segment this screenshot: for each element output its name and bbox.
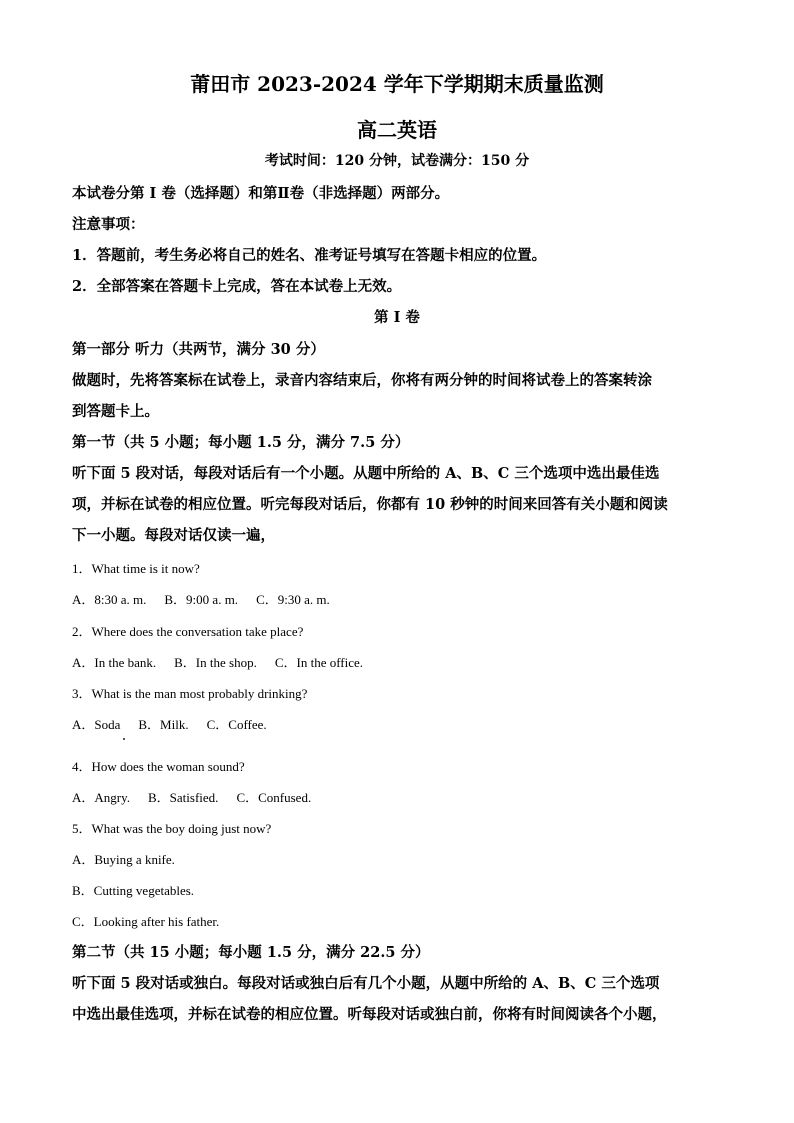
option-a: A．In the bank. [72,655,157,670]
part-1-heading: 第一部分 听力（共两节，满分 30 分） [72,341,325,358]
question-3-options [72,714,285,733]
notes-heading: 注意事项： [72,216,145,233]
option-b: B．In the shop. [174,655,257,670]
question-1-stem: 1．What time is it now? [72,561,200,576]
exam-subject: 高二英语 [357,118,437,142]
option-c: C．Confused. [236,790,312,805]
composition-note: 本试卷分第 I 卷（选择题）和第Ⅱ卷（非选择题）两部分。 [72,185,450,202]
exam-info: 考试时间：120 分钟，试卷满分：150 分 [264,153,530,169]
section-1-instruction-line: 听下面 5 段对话，每段对话后有一个小题。从题中所给的 A、B、C 三个选项中选出最佳选 [72,465,660,482]
note-1: 1．答题前，考生务必将自己的姓名、准考证号填写在答题卡相应的位置。 [72,247,547,264]
part-1-instruction-line: 做题时，先将答案标在试卷上，录音内容结束后，你将有两分钟的时间将试卷上的答案转涂 [72,372,652,389]
volume-1-label: 第 I 卷 [374,309,420,326]
option-b: B．9:00 a. m. [164,592,239,607]
section-1-instruction-line: 项，并标在试卷的相应位置。听完每段对话后，你都有 10 秒钟的时间来回答有关小题和阅读 [72,496,668,513]
question-1-options [72,589,348,608]
option-a: A．Soda [72,717,121,732]
section-2-heading: 第二节（共 15 小题；每小题 1.5 分，满分 22.5 分） [72,944,430,961]
option-c: C．In the office. [274,655,364,670]
question-5-stem: 5．What was the boy doing just now? [72,821,272,836]
question-2-stem: 2．Where does the conversation take place? [72,624,304,639]
question-5-option-b: B．Cutting vegetables. [72,883,195,898]
option-a: A．Angry. [72,790,131,805]
option-c: C．Coffee. [206,717,267,732]
question-5-option-c: C．Looking after his father. [72,914,220,929]
option-b: B．Satisfied. [148,790,219,805]
option-a: A．8:30 a. m. [72,592,147,607]
note-2: 2．全部答案在答题卡上完成，答在本试卷上无效。 [72,278,402,295]
part-1-instruction-line: 到答题卡上。 [72,403,159,420]
section-2-instruction-line: 中选出最佳选项，并标在试卷的相应位置。听每段对话或独白前，你将有时间阅读各个小题， [72,1006,667,1023]
exam-title: 莆田市 2023-2024 学年下学期期末质量监测 [190,72,604,96]
question-5-option-a: A．Buying a knife. [72,852,175,867]
section-1-instruction-line: 下一小题。每段对话仅读一遍， [72,527,275,544]
stray-mark [123,738,125,740]
question-4-options [72,787,329,806]
option-c: C．9:30 a. m. [256,592,330,607]
option-b: B．Milk. [138,717,189,732]
section-1-heading: 第一节（共 5 小题；每小题 1.5 分，满分 7.5 分） [72,434,410,451]
question-2-options [72,652,381,671]
question-3-stem: 3．What is the man most probably drinking? [72,686,308,701]
question-4-stem: 4．How does the woman sound? [72,759,245,774]
section-2-instruction-line: 听下面 5 段对话或独白。每段对话或独白后有几个小题，从题中所给的 A、B、C 三个选项 [72,975,660,992]
